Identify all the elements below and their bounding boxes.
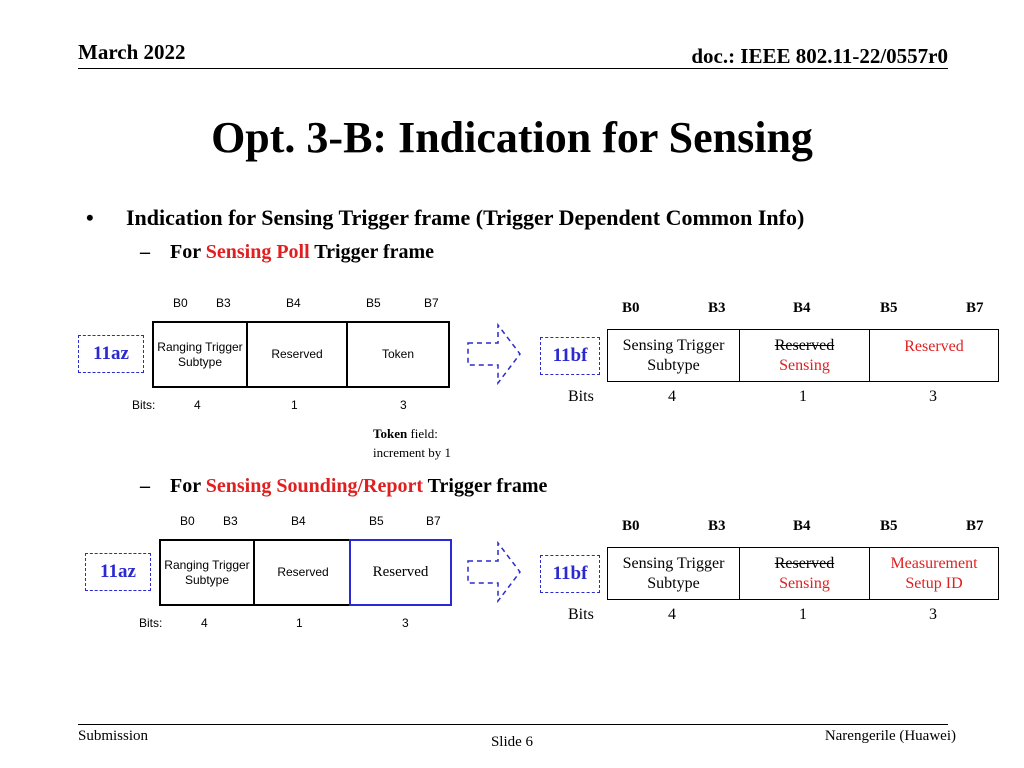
poll-bf-field-struck: Reserved <box>774 336 835 354</box>
sounding-subheading <box>170 475 547 498</box>
poll-az-bits-3: 3 <box>400 398 407 412</box>
poll-az-field-token: Token <box>346 323 448 386</box>
sounding-bf-bits-2: 1 <box>799 606 807 623</box>
header-doc-id: doc.: IEEE 802.11-22/0557r0 <box>691 44 948 68</box>
token-note-line2: increment by 1 <box>373 445 451 460</box>
poll-bf-bit-b7: B7 <box>966 300 984 316</box>
token-note-bold: Token <box>373 426 408 441</box>
sounding-bf-field-sensing <box>739 548 869 599</box>
slide-title: Opt. 3-B: Indication for Sensing <box>211 113 813 162</box>
sounding-bf-field-measurement: Measurement Setup ID <box>869 548 998 599</box>
sounding-az-bit-b5: B5 <box>369 514 384 528</box>
sounding-bf-bits-title: Bits <box>568 606 594 623</box>
poll-bf-bit-b4: B4 <box>793 300 811 316</box>
poll-bf-bits-1: 4 <box>668 388 676 405</box>
sounding-bf-bits-3: 3 <box>929 606 937 623</box>
sounding-bf-bit-b5: B5 <box>880 518 898 534</box>
poll-az-bit-b3: B3 <box>216 296 231 310</box>
poll-bf-bits-title: Bits <box>568 388 594 405</box>
token-note-rest: field: <box>407 426 438 441</box>
poll-bf-bit-b3: B3 <box>708 300 726 316</box>
sounding-az-bits-1: 4 <box>201 616 208 630</box>
sounding-prefix: For <box>170 475 206 497</box>
poll-az-bits-2: 1 <box>291 398 298 412</box>
sounding-highlight: Sensing Sounding/Report <box>205 475 424 497</box>
poll-az-field-reserved: Reserved <box>246 323 346 386</box>
poll-11bf-label: 11bf <box>540 337 600 375</box>
poll-az-bit-b5: B5 <box>366 296 381 310</box>
sounding-az-field-ranging: Ranging Trigger Subtype <box>164 557 250 587</box>
sounding-az-bits-2: 1 <box>296 616 303 630</box>
poll-subheading <box>170 241 434 264</box>
sounding-az-bits-title: Bits: <box>139 616 163 630</box>
sounding-bf-table <box>607 547 999 600</box>
poll-az-bit-b4: B4 <box>286 296 301 310</box>
bullet-marker: • <box>86 205 94 230</box>
sounding-az-field-reserved: Reserved <box>253 541 351 604</box>
footer-slide-number: Slide 6 <box>490 734 534 750</box>
poll-az-field-ranging: Ranging Trigger Subtype <box>157 339 243 369</box>
sounding-bf-bits-1: 4 <box>668 606 676 623</box>
poll-az-bit-b7: B7 <box>424 296 439 310</box>
poll-dash: – <box>140 241 150 263</box>
sounding-11bf-label: 11bf <box>540 555 600 593</box>
bullet-text: Indication for Sensing Trigger frame (Trigger Dependent Common Info) <box>126 205 805 230</box>
poll-az-table <box>152 321 450 388</box>
sounding-bf-bit-b4: B4 <box>793 518 811 534</box>
header-date: March 2022 <box>78 40 186 64</box>
sounding-suffix: Trigger frame <box>423 475 548 497</box>
sounding-az-bits-3: 3 <box>402 616 409 630</box>
sounding-bf-bit-b3: B3 <box>708 518 726 534</box>
header-rule <box>78 68 948 69</box>
poll-prefix: For <box>170 241 206 263</box>
arrow-right-icon <box>466 323 522 385</box>
sounding-az-bit-b7: B7 <box>426 514 441 528</box>
footer-rule <box>78 724 948 725</box>
token-note <box>373 424 451 462</box>
poll-bf-bit-b0: B0 <box>622 300 640 316</box>
sounding-11az-label: 11az <box>85 553 151 591</box>
poll-suffix: Trigger frame <box>309 241 435 263</box>
footer-author: Narengerile (Huawei) <box>824 728 956 744</box>
poll-bf-bit-b5: B5 <box>880 300 898 316</box>
poll-az-bits-title: Bits: <box>132 398 156 412</box>
poll-bf-field-subtype: Sensing Trigger Subtype <box>622 336 725 374</box>
poll-bf-bits-2: 1 <box>799 388 807 405</box>
poll-11az-label: 11az <box>78 335 144 373</box>
sounding-az-field-reserved-2: Reserved <box>349 539 452 606</box>
sounding-bf-bit-b7: B7 <box>966 518 984 534</box>
poll-bf-field-new: Sensing <box>779 356 830 374</box>
poll-bf-field-reserved: Reserved <box>869 330 998 381</box>
sounding-bf-field-new: Sensing <box>779 574 830 592</box>
sounding-az-bit-b4: B4 <box>291 514 306 528</box>
poll-bf-field-sensing <box>739 330 869 381</box>
poll-highlight: Sensing Poll <box>205 241 310 263</box>
sounding-bf-field-struck: Reserved <box>774 554 835 572</box>
sounding-bf-field-subtype: Sensing Trigger Subtype <box>622 554 725 592</box>
sounding-az-bit-b3: B3 <box>223 514 238 528</box>
sounding-az-table <box>159 539 452 606</box>
footer-submission: Submission <box>78 728 149 744</box>
poll-az-bits-1: 4 <box>194 398 201 412</box>
poll-bf-bits-3: 3 <box>929 388 937 405</box>
arrow-right-icon <box>466 541 522 603</box>
sounding-az-bit-b0: B0 <box>180 514 195 528</box>
sounding-bf-bit-b0: B0 <box>622 518 640 534</box>
poll-bf-table <box>607 329 999 382</box>
poll-az-bit-b0: B0 <box>173 296 188 310</box>
sounding-dash: – <box>140 475 150 497</box>
